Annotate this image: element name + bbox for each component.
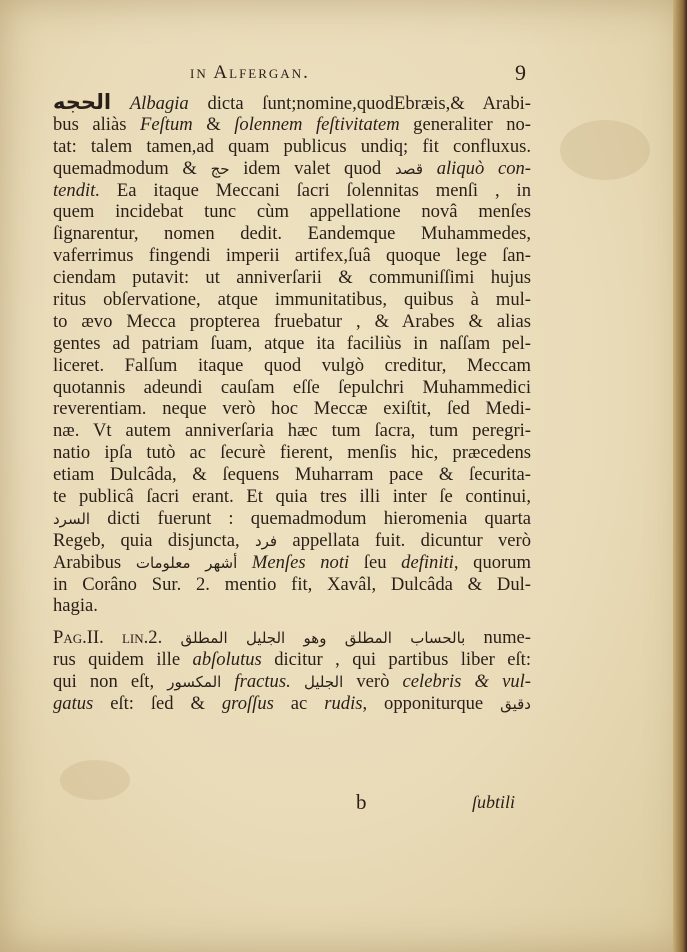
text-line: reverentiam. neque verò hoc Meccæ exiſtit, ſed Medi- (53, 398, 531, 420)
signature-mark: b (356, 790, 367, 814)
running-head: in Alfergan. (190, 62, 310, 83)
arabic-word: حج (210, 159, 230, 178)
text-line: ritus obſervatione, atque immunitatibus, quibus à mul- (53, 289, 531, 311)
text-line: qui non eſt, المكسور fractus. الجليل verò celebris & vul- (53, 671, 531, 693)
text-line: hagia. (53, 595, 98, 617)
arabic-word: قصد (394, 159, 423, 178)
arabic-word: السرد (53, 509, 91, 528)
text-line: Arabibus أشهر معلومات Menſes noti ſeu definiti, quorum (53, 551, 531, 573)
text-line: bus aliàs Feſtum & ſolennem feſtivitatem generaliter no- (53, 113, 531, 135)
text-line: السرد dicti fuerunt : quemadmodum hieromenia quarta (53, 507, 531, 529)
catchword: ſubtili (472, 792, 516, 812)
text-line: ſignarentur, nomen dedit. Eandemque Muhammedes, (53, 223, 531, 245)
text-line: ciendam putavit: ut anniverſarii & communiſſimi hujus (53, 267, 531, 289)
italic-term: Albagia (129, 93, 189, 114)
paragraph-gap (53, 617, 531, 627)
text-line: rus quidem ille abſolutus dicitur , qui partibus liber eſt: (53, 649, 531, 671)
text-line: quemadmodum & حج idem valet quod قصد aliquò con- (53, 157, 531, 179)
arabic-word: فرد (254, 531, 278, 550)
text-line: tat: talem tamen,ad quam publicus undiq; fit confluxus. (53, 135, 531, 157)
text-line: in Corâno Sur. 2. mentio fit, Xavâl, Dulcâda & Dul- (53, 573, 531, 595)
body-text (53, 92, 531, 715)
arabic-word: المكسور (167, 673, 222, 692)
arabic-word: دقيق (500, 695, 531, 714)
paper-stain (560, 120, 650, 180)
text-line: liceret. Falſum itaque quod vulgò creditur, Meccam (53, 354, 531, 376)
text-line: gentes ad patriam ſuam, atque ita faciliùs in naſſam pel- (53, 332, 531, 354)
page-number: 9 (515, 60, 526, 85)
page-header (0, 62, 687, 86)
text-line: to ævo Mecca propterea fruebatur , & Arabes & alias (53, 310, 531, 332)
text-line: quotannis adeundi cauſam eſſe ſepulchri Muhammedici (53, 376, 531, 398)
arabic-word: بالحساب المطلق وهو الجليل المطلق (180, 629, 466, 648)
text-line: الحجه Albagia dicta ſunt;nomine,quodEbræis,& Arabi- (53, 92, 531, 114)
arabic-word: الحجه (53, 92, 112, 114)
text-line: tendit. Ea itaque Meccani ſacri ſolennitas menſi , in (53, 179, 531, 201)
text-line: næ. Vt autem anniverſaria hæc tum ſacra, tum peregri- (53, 420, 531, 442)
text-line: te publicâ ſacri erant. Et quia tres illi inter ſe continui, (53, 486, 531, 508)
page-footer (0, 790, 687, 820)
text-line: natio ipſa tutò ac ſecurè fierent, menſis hic, præcedens (53, 442, 531, 464)
text-line: gatus eſt: ſed & groſſus ac rudis, opponiturque دقيق (53, 693, 531, 715)
text-line: vaferrimus fingendi imperii artifex,ſuâ quoque lege ſan- (53, 245, 531, 267)
text-line: quem incidebat tunc cùm appellatione novâ menſes (53, 201, 531, 223)
arabic-word: أشهر معلومات (135, 553, 238, 572)
text-line: etiam Dulcâda, & ſequens Muharram pace & ſecurita- (53, 464, 531, 486)
text-line: Pag.II. lin.2. بالحساب المطلق وهو الجليل المطلق nume- (53, 627, 531, 649)
text-line: Regeb, quia disjuncta, فرد appellata fuit. dicuntur verò (53, 529, 531, 551)
arabic-word: الجليل (290, 673, 344, 692)
